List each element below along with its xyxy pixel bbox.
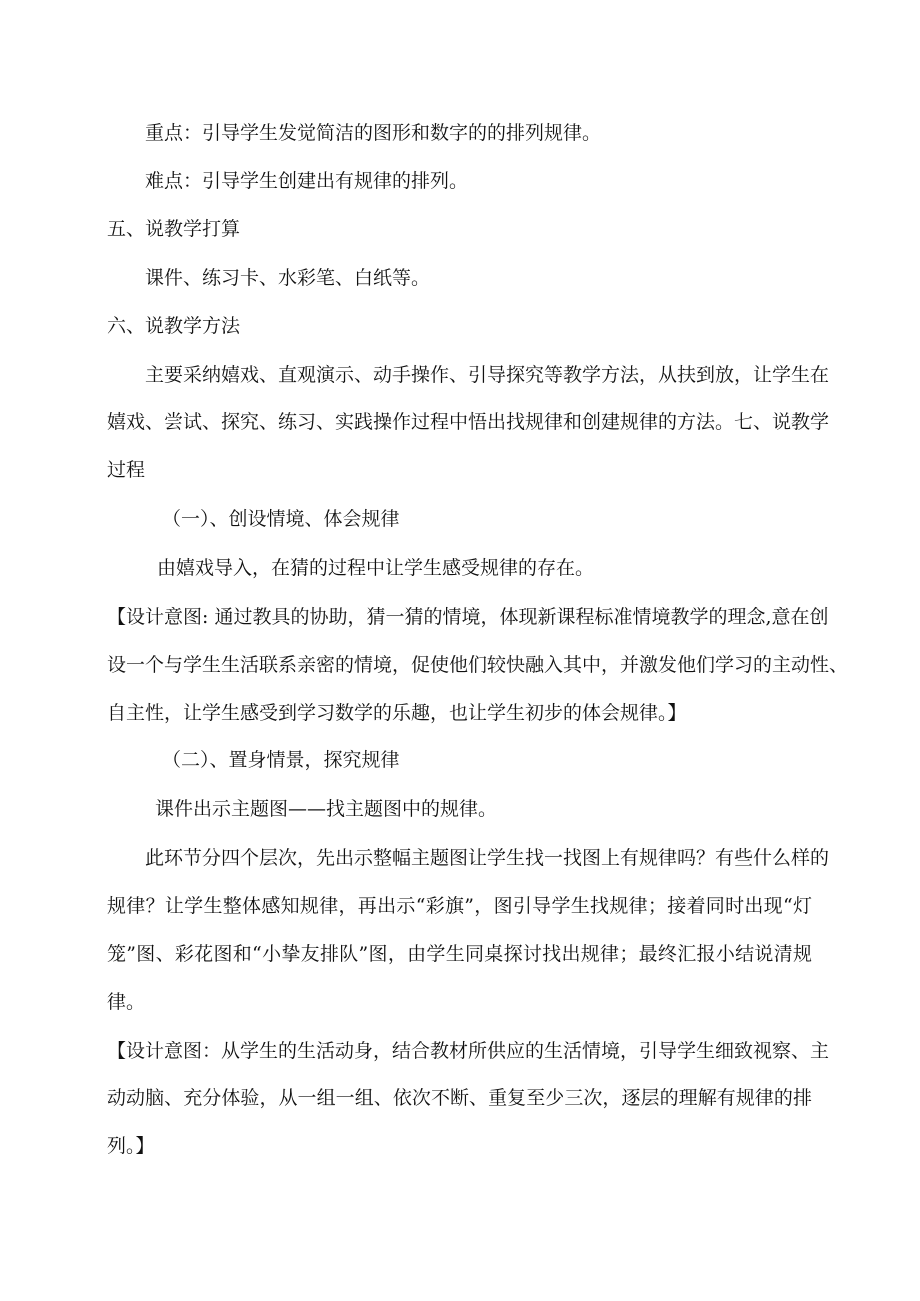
part2-para-line-4: 律。 xyxy=(107,991,146,1013)
difficult-point-line: 难点：引导学生创建出有规律的排列。 xyxy=(145,170,469,192)
key-point-line: 重点：引导学生发觉简洁的图形和数字的的排列规律。 xyxy=(145,122,602,144)
part1-intent-line-3: 自主性，让学生感受到学习数学的乐趣，也让学生初步的体会规律。】 xyxy=(107,702,687,724)
part1-heading: （一）、创设情境、体会规律 xyxy=(162,508,400,530)
part2-heading: （二）、置身情景，探究规律 xyxy=(162,749,400,771)
part1-intent-line-1: 【设计意图: 通过教具的协助，猜一猜的情境，体现新课程标准情境教学的理念,意在创 xyxy=(107,606,829,628)
section6-line-2: 嬉戏、尝试、探究、练习、实践操作过程中悟出找规律和创建规律的方法。七、说教学 xyxy=(107,411,830,433)
section6-line-3: 过程 xyxy=(107,459,146,481)
part2-intent-line-1: 【设计意图：从学生的生活动身，结合教材所供应的生活情境，引导学生细致视察、主 xyxy=(107,1040,830,1062)
part2-para-line-1: 此环节分四个层次，先出示整幅主题图让学生找一找图上有规律吗？有些什么样的 xyxy=(145,847,830,869)
part2-para-line-3: 笼”图、彩花图和“小挚友排队”图，由学生同桌探讨找出规律；最终汇报小结说清规 xyxy=(107,943,812,965)
part2-intent-line-3: 列。】 xyxy=(107,1135,155,1157)
part1-body: 由嬉戏导入，在猜的过程中让学生感受规律的存在。 xyxy=(157,557,595,579)
section5-body: 课件、练习卡、水彩笔、白纸等。 xyxy=(145,267,431,289)
part2-intent-line-2: 动动脑、充分体验，从一组一组、依次不断、重复至少三次，逐层的理解有规律的排 xyxy=(107,1087,812,1109)
section6-line-1: 主要采纳嬉戏、直观演示、动手操作、引导探究等教学方法，从扶到放，让学生在 xyxy=(145,364,830,386)
part1-intent-line-2: 设一个与学生生活联系亲密的情境，促使他们较快融入其中，并激发他们学习的主动性、 xyxy=(107,654,849,676)
part2-body: 课件出示主题图——找主题图中的规律。 xyxy=(155,798,498,820)
part2-para-line-2: 规律？让学生整体感知规律，再出示“彩旗”，图引导学生找规律；接着同时出现“灯 xyxy=(107,895,812,917)
section6-heading: 六、说教学方法 xyxy=(107,315,241,337)
section5-heading: 五、说教学打算 xyxy=(107,218,241,240)
